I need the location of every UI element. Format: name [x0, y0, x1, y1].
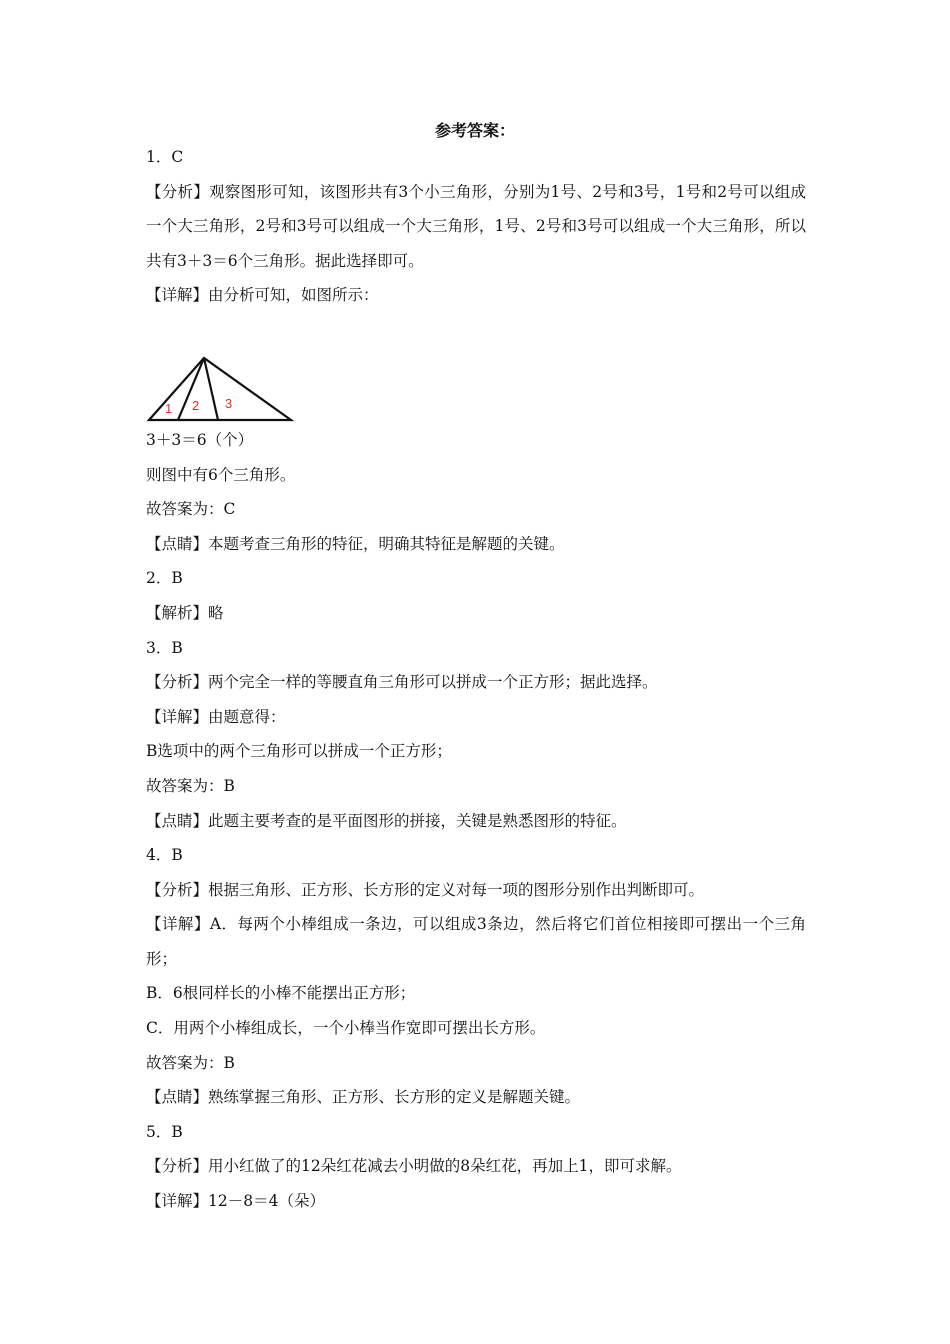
q3-detail: 【详解】由题意得： — [146, 707, 286, 726]
q5-number: 5．B — [146, 1122, 183, 1141]
q3-analysis: 【分析】两个完全一样的等腰直角三角形可以拼成一个正方形；据此选择。 — [146, 673, 658, 692]
q5-detail: 【详解】12－8＝4（朵） — [146, 1192, 325, 1211]
q4-detail-c: C．用两个小棒组成长，一个小棒当作宽即可摆出长方形。 — [146, 1019, 546, 1038]
q2-number: 2．B — [146, 569, 183, 588]
answer-content — [146, 140, 806, 1219]
q1-conclusion: 则图中有6个三角形。 — [146, 465, 296, 484]
q5-analysis: 【分析】用小红做了的12朵红花减去小明做的8朵红花，再加上1，即可求解。 — [146, 1157, 682, 1176]
q1-detail: 【详解】由分析可知，如图所示： — [146, 286, 379, 305]
page-title: 参考答案： — [434, 121, 515, 140]
q3-answer: 故答案为：B — [146, 776, 235, 795]
triangle-diagram — [146, 313, 306, 423]
q3-line: B选项中的两个三角形可以拼成一个正方形； — [146, 742, 452, 761]
q2-analysis: 【解析】略 — [146, 603, 224, 622]
q1-answer: 故答案为：C — [146, 500, 236, 519]
figure-label-1: 1 — [165, 400, 173, 416]
q4-analysis: 【分析】根据三角形、正方形、长方形的定义对每一项的图形分别作出判断即可。 — [146, 880, 705, 899]
figure-label-2: 2 — [192, 397, 200, 413]
q4-detail-a: 【详解】A．每两个小棒组成一条边，可以组成3条边，然后将它们首位相接即可摆出一个三角形； — [146, 915, 806, 968]
triangle-figure — [146, 313, 806, 423]
q1-calc: 3＋3＝6（个） — [146, 430, 254, 449]
q4-detail-b: B．6根同样长的小棒不能摆出正方形； — [146, 984, 416, 1003]
q3-number: 3．B — [146, 638, 183, 657]
q3-note: 【点睛】此题主要考查的是平面图形的拼接，关键是熟悉图形的特征。 — [146, 811, 627, 830]
figure-label-3: 3 — [225, 395, 233, 411]
divider-line-1 — [178, 358, 204, 420]
q4-number: 4．B — [146, 846, 183, 865]
q1-number: 1．C — [146, 148, 184, 166]
q4-answer: 故答案为：B — [146, 1053, 235, 1072]
q4-note: 【点睛】熟练掌握三角形、正方形、长方形的定义是解题关键。 — [146, 1088, 581, 1107]
q1-analysis: 【分析】观察图形可知，该图形共有3个小三角形，分别为1号、2号和3号，1号和2号可以组成一个大三角形，2号和3号可以组成一个大三角形，1号、2号和3号可以组成一个大三角形，所以共有3＋3＝6个三角形。据此选择即可。 — [146, 182, 806, 270]
q1-note: 【点睛】本题考查三角形的特征，明确其特征是解题的关键。 — [146, 534, 565, 553]
